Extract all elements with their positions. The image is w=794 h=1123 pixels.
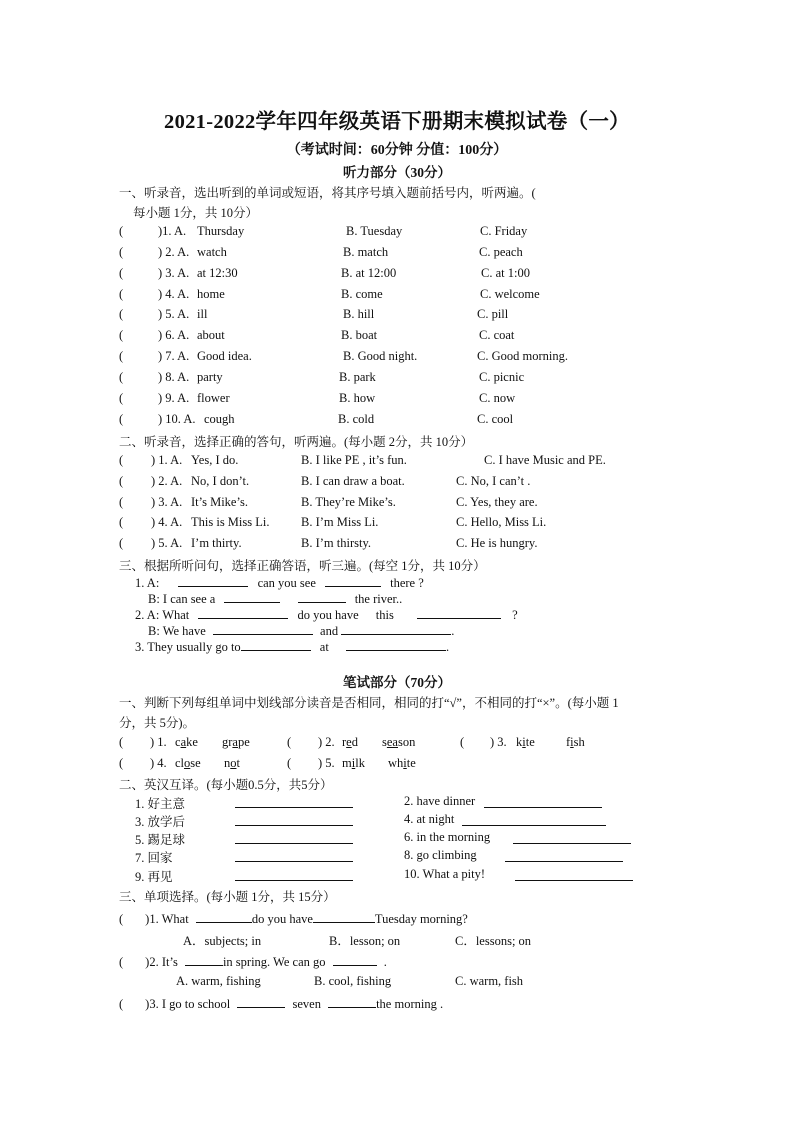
paren-open: ( (287, 735, 292, 749)
page-title: 2021-2022学年四年级英语下册期末模拟试卷（一） (164, 111, 630, 133)
chinese-phrase: 7. 回家 (135, 851, 173, 865)
mc-q1-stem: )1. What (145, 912, 189, 926)
option-a[interactable]: No, I don’t. (191, 474, 250, 488)
item-number: ) 4. A. (158, 287, 190, 301)
item-number: ) 5. A. (158, 307, 190, 321)
option-a[interactable]: I’m thirty. (191, 536, 242, 550)
part3-q1b-label: B: I can see a (148, 592, 216, 606)
paren-open: ( (119, 287, 124, 301)
listening-part3-instruction: 三、根据所听问句，选择正确答语，听三遍。(每空 1分，共 10分） (119, 559, 486, 573)
option-b[interactable]: B. at 12:00 (341, 266, 397, 280)
option-c[interactable]: C. picnic (479, 370, 525, 384)
listening-part1-instruction-cont: 每小题 1分，共 10分） (133, 206, 259, 220)
mc-q1-end: Tuesday morning? (374, 912, 468, 926)
chinese-phrase: 1. 好主意 (135, 797, 186, 811)
english-phrase: 2. have dinner (404, 794, 476, 808)
answer-blank[interactable] (235, 813, 353, 826)
mc-q2-mid: in spring. We can go (222, 955, 326, 969)
underlined-letters: ea (386, 735, 398, 749)
written-part1-instruction: 一、判断下列每组单词中划线部分读音是否相同，相同的打“√”，不相同的打“×”。(每小题 1 (119, 696, 619, 710)
listening-part2-instruction: 二、听录音，选择正确的答句，听两遍。(每小题 2分，共 10分） (119, 435, 474, 449)
option-a[interactable]: Thursday (197, 224, 245, 238)
option-b[interactable]: B. Tuesday (346, 224, 403, 238)
paren-open: ( (119, 224, 124, 238)
underlined-letters: i (522, 735, 526, 749)
answer-blank[interactable] (196, 910, 252, 923)
option-c[interactable]: C. Friday (480, 224, 528, 238)
paren-open: ( (119, 453, 124, 467)
answer-blank[interactable] (213, 622, 313, 635)
answer-blank[interactable] (235, 849, 353, 862)
paren-open: ( (119, 307, 124, 321)
written-header: 笔试部分（70分） (343, 675, 451, 690)
part3-q1a-mid: can you see (257, 576, 316, 590)
option-b[interactable]: B. I like PE , it’s fun. (301, 453, 407, 467)
answer-blank[interactable] (346, 638, 446, 651)
english-phrase: 10. What a pity! (404, 867, 485, 881)
option-c[interactable]: C. welcome (480, 287, 540, 301)
word-one: cake (175, 735, 198, 749)
answer-blank[interactable] (178, 574, 248, 587)
answer-blank[interactable] (198, 606, 288, 619)
option-a[interactable]: flower (197, 391, 230, 405)
option-b[interactable]: B. I’m Miss Li. (301, 515, 379, 529)
option-a[interactable]: about (197, 328, 225, 342)
answer-blank[interactable] (185, 953, 223, 966)
part3-q2b-end: . (451, 624, 455, 638)
answer-blank[interactable] (241, 638, 311, 651)
answer-blank[interactable] (235, 868, 353, 881)
answer-slot[interactable] (123, 996, 145, 1008)
answer-blank[interactable] (462, 813, 606, 826)
part3-q1b-end: the river.. (354, 592, 403, 606)
item-number: ) 6. A. (158, 328, 190, 342)
item-number: ) 5. (318, 756, 335, 770)
mc-q2 (119, 953, 387, 970)
underlined-letters: o (184, 756, 191, 770)
item-number: ) 9. A. (158, 391, 190, 405)
option-c[interactable]: C. He is hungry. (456, 536, 538, 550)
word-two: not (224, 756, 240, 770)
english-phrase: 4. at night (404, 812, 455, 826)
paren-open: ( (119, 391, 124, 405)
underlined-letters: a (232, 735, 238, 749)
option-c[interactable]: C. pill (477, 307, 509, 321)
underlined-letters: i (351, 756, 356, 770)
answer-blank[interactable] (235, 795, 353, 808)
option-b[interactable]: B. park (339, 370, 376, 384)
answer-blank[interactable] (235, 831, 353, 844)
underlined-letters: o (230, 756, 237, 770)
part3-q3-mid: at (319, 640, 329, 654)
option-c[interactable]: C. cool (477, 412, 514, 426)
paren-open: ( (119, 349, 124, 363)
answer-slot[interactable] (123, 911, 145, 923)
item-number: ) 2. A. (158, 245, 190, 259)
option-a[interactable]: This is Miss Li. (191, 515, 270, 529)
item-number: ) 3. (490, 735, 507, 749)
option-b[interactable]: B. I can draw a boat. (301, 474, 405, 488)
paren-open: ( (119, 412, 124, 426)
answer-blank[interactable] (325, 574, 381, 587)
option-b[interactable]: B. hill (343, 307, 375, 321)
answer-blank[interactable] (513, 831, 631, 844)
paren-open: ( (119, 266, 124, 280)
item-number: ) 7. A. (158, 349, 190, 363)
answer-blank[interactable] (341, 622, 451, 635)
item-number: ) 1. A. (151, 453, 183, 467)
item-number: ) 2. (318, 735, 335, 749)
part3-q1a-end: there ? (390, 576, 424, 590)
mc-q2-end: . (383, 955, 387, 969)
part3-q2b-label: B: We have (148, 624, 206, 638)
answer-blank[interactable] (505, 849, 623, 862)
written-part1-instruction-cont: 分，共 5分)。 (119, 716, 196, 730)
option-c[interactable]: C. peach (479, 245, 523, 259)
answer-blank[interactable] (224, 590, 280, 603)
part3-q1a (135, 574, 424, 591)
option-a[interactable]: Yes, I do. (191, 453, 239, 467)
option-a[interactable]: at 12:30 (197, 266, 238, 280)
option-a[interactable]: It’s Mike’s. (191, 495, 248, 509)
option-a[interactable]: cough (204, 412, 235, 426)
underlined-letters: i (570, 735, 574, 749)
paren-open: ( (119, 515, 124, 529)
item-number: ) 4. A. (151, 515, 183, 529)
answer-blank[interactable] (484, 795, 602, 808)
paren-open: ( (119, 474, 124, 488)
word-one: milk (342, 756, 365, 770)
answer-blank[interactable] (328, 995, 376, 1008)
mc-q1-option-a[interactable]: A．subjects; in (183, 934, 262, 948)
mc-q2-option-b[interactable]: B. cool, fishing (314, 974, 392, 988)
chinese-phrase: 9. 再见 (135, 870, 173, 884)
option-a[interactable]: Good idea. (197, 349, 252, 363)
option-b[interactable]: B. come (341, 287, 383, 301)
paren-open: ( (119, 370, 124, 384)
answer-blank[interactable] (313, 910, 375, 923)
part3-q2a (135, 606, 518, 623)
listening-part1-instruction: 一、听录音，选出听到的单词或短语，将其序号填入题前括号内，听两遍。( (119, 186, 536, 200)
answer-blank[interactable] (417, 606, 501, 619)
part3-q3-end: . (445, 640, 450, 654)
option-a[interactable]: watch (197, 245, 227, 259)
paren-open: ( (287, 756, 292, 770)
written-part2-instruction: 二、英汉互译。(每小题0.5分，共5分） (119, 778, 333, 792)
mc-q1-mid: do you have (251, 912, 313, 926)
underlined-letters: i (403, 756, 407, 770)
item-number: ) 3. A. (151, 495, 183, 509)
item-number: ) 5. A. (151, 536, 183, 550)
chinese-phrase: 3. 放学后 (135, 815, 186, 829)
part3-q1b (148, 590, 402, 607)
mc-q3-mid: seven (292, 997, 321, 1011)
option-a[interactable]: party (197, 370, 223, 384)
mc-q1-option-c[interactable]: C．lessons; on (455, 934, 532, 948)
paren-open: ( (119, 536, 124, 550)
mc-q3 (119, 995, 443, 1012)
chinese-phrase: 5. 踢足球 (135, 833, 186, 847)
option-a[interactable]: ill (197, 307, 208, 321)
option-c[interactable]: C. I have Music and PE. (484, 453, 606, 467)
item-number: ) 10. A. (158, 412, 196, 426)
paren-open: ( (119, 328, 124, 342)
option-c[interactable]: C. No, I can’t . (456, 474, 531, 488)
option-b[interactable]: B. They’re Mike’s. (301, 495, 396, 509)
option-c[interactable]: C. Good morning. (477, 349, 568, 363)
english-phrase: 8. go climbing (404, 848, 477, 862)
word-one: close (175, 756, 201, 770)
answer-blank[interactable] (333, 953, 377, 966)
item-number: ) 1. (150, 735, 167, 749)
option-b[interactable]: B. how (339, 391, 376, 405)
mc-q1-option-b[interactable]: B．lesson; on (329, 934, 401, 948)
paren-open: ( (119, 495, 124, 509)
option-b[interactable]: B. cold (338, 412, 375, 426)
answer-slot[interactable] (123, 954, 145, 966)
paren-open: ( (119, 955, 124, 969)
option-b[interactable]: B. Good night. (343, 349, 418, 363)
mc-q3-end: the morning . (376, 997, 444, 1011)
underlined-letters: e (346, 735, 352, 749)
option-c[interactable]: C. now (479, 391, 516, 405)
part3-q2a-mid2: this (375, 608, 394, 622)
mc-q2-option-c[interactable]: C. warm, fish (455, 974, 524, 988)
option-c[interactable]: C. Hello, Miss Li. (456, 515, 547, 529)
english-phrase: 6. in the morning (404, 830, 491, 844)
word-two: grape (222, 735, 250, 749)
paren-open: ( (119, 756, 124, 770)
option-b[interactable]: B. I’m thirsty. (301, 536, 372, 550)
part3-q2b (148, 622, 454, 639)
answer-blank[interactable] (515, 868, 633, 881)
answer-blank[interactable] (237, 995, 285, 1008)
paren-open: ( (119, 912, 124, 926)
option-c[interactable]: C. coat (479, 328, 515, 342)
paren-open: ( (119, 735, 124, 749)
word-one: kite (516, 735, 535, 749)
option-c[interactable]: C. Yes, they are. (456, 495, 538, 509)
part3-q3-label: 3. They usually go to (135, 640, 241, 654)
item-number: ) 2. A. (151, 474, 183, 488)
word-one: red (342, 735, 358, 749)
exam-info: （考试时间：60分钟 分值：100分） (286, 143, 508, 158)
part3-q2a-mid: do you have (297, 608, 359, 622)
part3-q3 (135, 638, 449, 655)
answer-blank[interactable] (298, 590, 346, 603)
paren-open: ( (119, 997, 124, 1011)
word-two: white (388, 756, 416, 770)
word-two: season (382, 735, 416, 749)
option-b[interactable]: B. match (343, 245, 389, 259)
option-a[interactable]: home (197, 287, 225, 301)
paren-open: ( (119, 245, 124, 259)
mc-q2-option-a[interactable]: A. warm, fishing (176, 974, 261, 988)
mc-q3-stem: )3. I go to school (145, 997, 231, 1011)
item-number: )1. A. (158, 224, 187, 238)
listening-header: 听力部分（30分） (343, 165, 451, 180)
underlined-letters: a (180, 735, 187, 749)
part3-q1a-label: 1. A: (135, 576, 160, 590)
part3-q2a-end: ? (512, 608, 518, 622)
part3-q2b-mid: and (320, 624, 339, 638)
option-c[interactable]: C. at 1:00 (481, 266, 530, 280)
item-number: ) 3. A. (158, 266, 190, 280)
item-number: ) 4. (150, 756, 167, 770)
paren-open: ( (460, 735, 465, 749)
mc-q1 (119, 910, 468, 927)
written-part3-instruction: 三、单项选择。(每小题 1分，共 15分） (119, 890, 336, 904)
part3-q2a-label: 2. A: What (135, 608, 190, 622)
option-b[interactable]: B. boat (341, 328, 378, 342)
mc-q2-stem: )2. It’s (145, 955, 178, 969)
item-number: ) 8. A. (158, 370, 190, 384)
word-two: fish (566, 735, 585, 749)
